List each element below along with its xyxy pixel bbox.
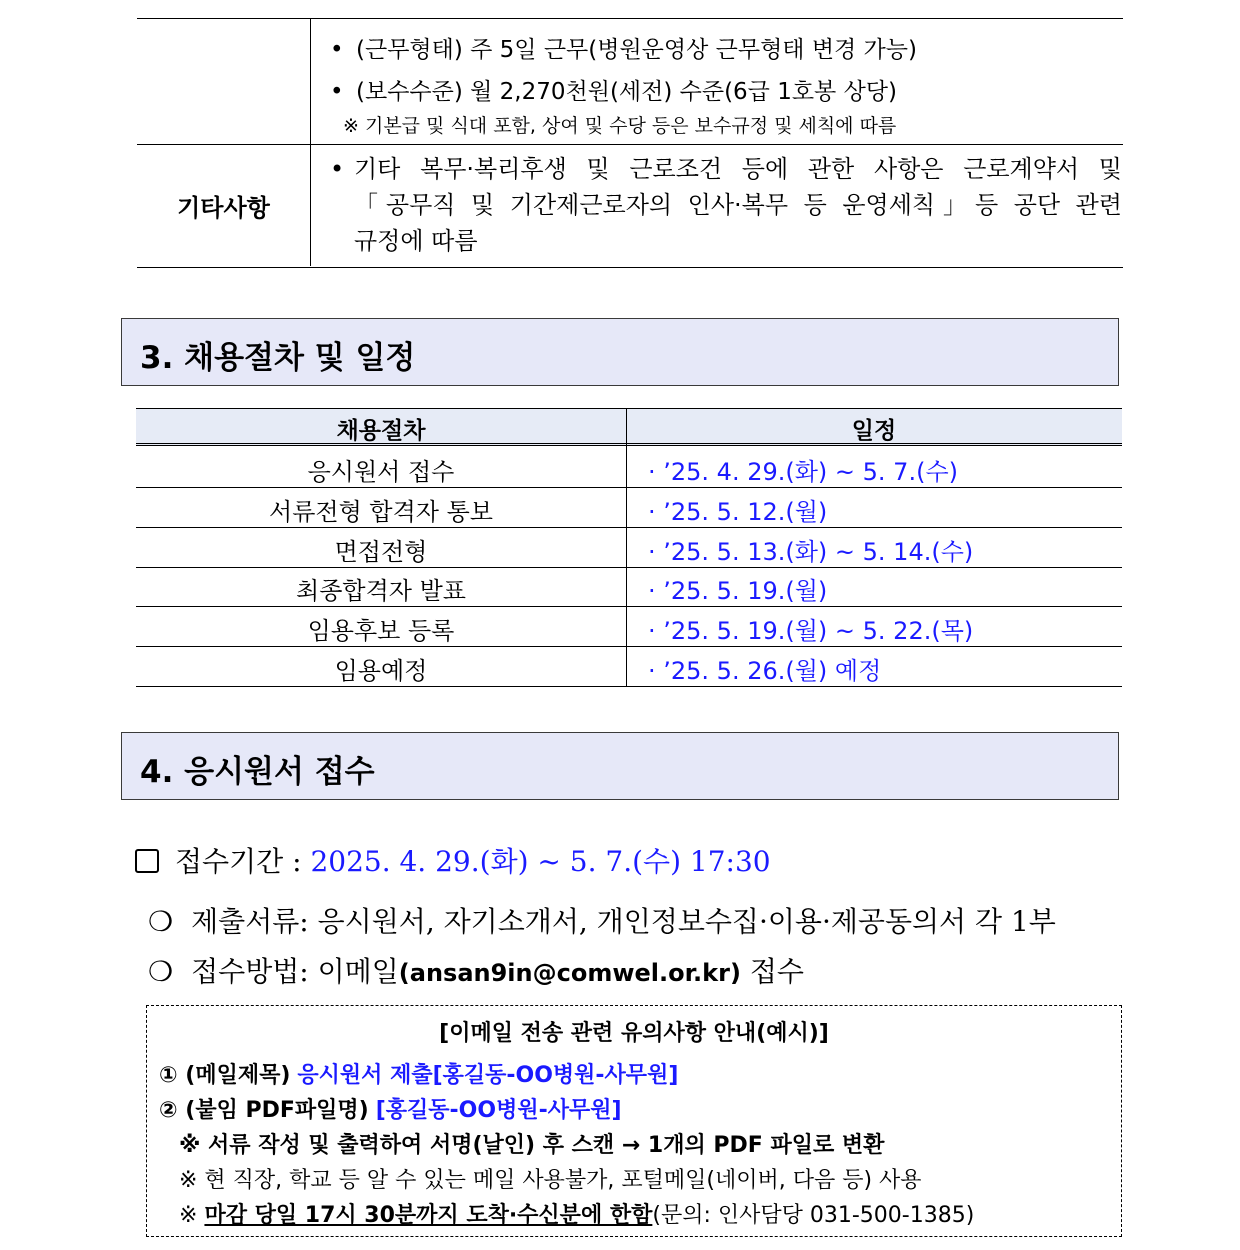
misc-label: 기타사항 bbox=[177, 194, 270, 222]
email-address: (ansan9in@comwel.or.kr) bbox=[398, 959, 741, 987]
period-value: 2025. 4. 29.(화) ~ 5. 7.(수) 17:30 bbox=[310, 845, 771, 878]
method-item: ❍ 접수방법: 이메일(ansan9in@comwel.or.kr) 접수 bbox=[148, 955, 804, 988]
table-row: 면접전형 · ’25. 5. 13.(화) ~ 5. 14.(수) bbox=[136, 528, 1122, 568]
section4-title: 4. 응시원서 접수 bbox=[140, 754, 375, 790]
misc-row: 기타사항 • 기타 복무·복리후생 및 근로조건 등에 관한 사항은 근로계약서 및 「공무직 및 기간제근로자의 인사·복무 등 운영세칙」등 공단 관련 규정에 따름 bbox=[137, 145, 1123, 266]
table-row: 서류전형 합격자 통보 · ’25. 5. 12.(월) bbox=[136, 488, 1122, 528]
salary-note: ※ 기본급 및 식대 포함, 상여 및 수당 등은 보수규정 및 세칙에 따름 bbox=[343, 115, 897, 137]
table-row: 임용예정 · ’25. 5. 26.(월) 예정 bbox=[136, 647, 1122, 687]
schedule-header bbox=[136, 408, 1122, 446]
header-step: 채용절차 bbox=[336, 418, 426, 444]
documents-item: ❍ 제출서류: 응시원서, 자기소개서, 개인정보수집·이용·제공동의서 각 1부 bbox=[148, 905, 1056, 938]
header-date: 일정 bbox=[851, 418, 897, 444]
notice-item-subject: ① (메일제목) 응시원서 제출[홍길동-OO병원-사무원] bbox=[159, 1063, 679, 1088]
application-period: 접수기간 : 2025. 4. 29.(화) ~ 5. 7.(수) 17:30 bbox=[135, 840, 771, 880]
circle-bullet-icon: ❍ bbox=[148, 955, 174, 988]
checkbox-square-icon bbox=[135, 849, 159, 873]
work-type-bullet: • (근무형태) 주 5일 근무(병원운영상 근무형태 변경 가능) bbox=[330, 37, 917, 63]
conditions-table bbox=[137, 18, 1123, 268]
notice-title: [이메일 전송 관련 유의사항 안내(예시)] bbox=[439, 1021, 829, 1046]
circle-bullet-icon: ❍ bbox=[148, 905, 174, 938]
notice-item-filename: ② (붙임 PDF파일명) [홍길동-OO병원-사무원] bbox=[159, 1098, 622, 1123]
salary-bullet: • (보수수준) 월 2,270천원(세전) 수준(6급 1호봉 상당) bbox=[330, 79, 897, 105]
notice-note-email: ※ 현 직장, 학교 등 알 수 있는 메일 사용불가, 포털메일(네이버, 다음 등) 사용 bbox=[179, 1168, 922, 1193]
table-row: 응시원서 접수 · ’25. 4. 29.(화) ~ 5. 7.(수) bbox=[136, 448, 1122, 488]
notice-note-deadline: ※ 마감 당일 17시 30분까지 도착·수신분에 한함(문의: 인사담당 031-500-1385) bbox=[179, 1203, 975, 1228]
section3-header bbox=[121, 318, 1119, 386]
section3-title: 3. 채용절차 및 일정 bbox=[140, 340, 416, 376]
table-row: 최종합격자 발표 · ’25. 5. 19.(월) bbox=[136, 567, 1122, 607]
section4-header bbox=[121, 732, 1119, 800]
email-notice-box bbox=[146, 1005, 1122, 1237]
employment-row bbox=[137, 19, 1123, 145]
table-row: 임용후보 등록 · ’25. 5. 19.(월) ~ 5. 22.(목) bbox=[136, 607, 1122, 647]
notice-note-scan: ※ 서류 작성 및 출력하여 서명(날인) 후 스캔 → 1개의 PDF 파일로 변환 bbox=[179, 1133, 885, 1158]
